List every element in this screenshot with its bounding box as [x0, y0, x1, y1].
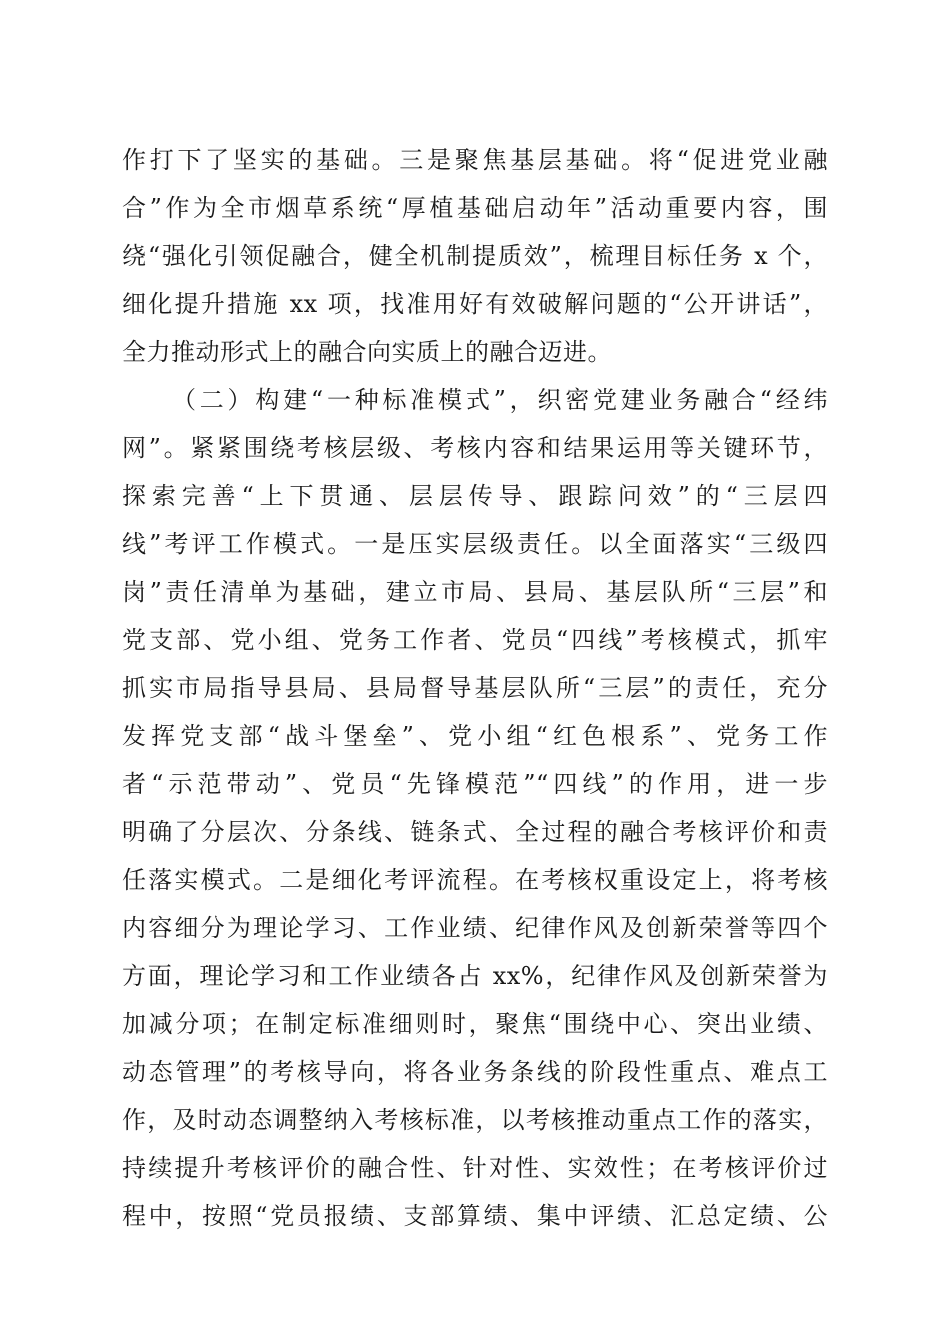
paragraph-2-line-9: 者“示范带动”、党员“先锋模范”“四线”的作用，进一步: [122, 770, 828, 798]
paragraph-2-line-17: 持续提升考核评价的融合性、针对性、实效性；在考核评价过: [122, 1154, 828, 1182]
paragraph-2-line-6: 党支部、党小组、党务工作者、党员“四线”考核模式，抓牢: [122, 626, 828, 654]
paragraph-2-line-11: 任落实模式。二是细化考评流程。在考核权重设定上，将考核: [122, 866, 828, 894]
paragraph-2-line-18: 程中，按照“党员报绩、支部算绩、集中评绩、汇总定绩、公: [122, 1202, 828, 1230]
paragraph-2-line-4: 线”考评工作模式。一是压实层级责任。以全面落实“三级四: [122, 530, 828, 558]
paragraph-2-line-2: 网”。紧紧围绕考核层级、考核内容和结果运用等关键环节，: [122, 434, 828, 462]
paragraph-2-line-13: 方面，理论学习和工作业绩各占 xx%，纪律作风及创新荣誉为: [122, 962, 828, 990]
paragraph-2-line-16: 作，及时动态调整纳入考核标准，以考核推动重点工作的落实，: [122, 1106, 828, 1134]
paragraph-2-line-5: 岗”责任清单为基础，建立市局、县局、基层队所“三层”和: [122, 578, 828, 606]
paragraph-1-line-4: 细化提升措施 xx 项，找准用好有效破解问题的“公开讲话”，: [122, 290, 828, 318]
section-heading-line: （二）构建“一种标准模式”，织密党建业务融合“经纬: [172, 386, 828, 414]
paragraph-1-line-1: 作打下了坚实的基础。三是聚焦基层基础。将“促进党业融: [122, 146, 828, 174]
paragraph-2-line-8: 发挥党支部“战斗堡垒”、党小组“红色根系”、党务工作: [122, 722, 828, 750]
paragraph-2-line-3: 探索完善“上下贯通、层层传导、跟踪问效”的“三层四: [122, 482, 828, 510]
paragraph-2-line-12: 内容细分为理论学习、工作业绩、纪律作风及创新荣誉等四个: [122, 914, 828, 942]
paragraph-2-line-15: 动态管理”的考核导向，将各业务条线的阶段性重点、难点工: [122, 1058, 828, 1086]
paragraph-1-line-2: 合”作为全市烟草系统“厚植基础启动年”活动重要内容，围: [122, 194, 828, 222]
paragraph-2-line-7: 抓实市局指导县局、县局督导基层队所“三层”的责任，充分: [122, 674, 828, 702]
paragraph-1-line-3: 绕“强化引领促融合，健全机制提质效”，梳理目标任务 x 个，: [122, 242, 828, 270]
paragraph-2-line-10: 明确了分层次、分条线、链条式、全过程的融合考核评价和责: [122, 818, 828, 846]
paragraph-1-line-5: 全力推动形式上的融合向实质上的融合迈进。: [122, 338, 612, 366]
paragraph-2-line-14: 加减分项；在制定标准细则时，聚焦“围绕中心、突出业绩、: [122, 1010, 828, 1038]
